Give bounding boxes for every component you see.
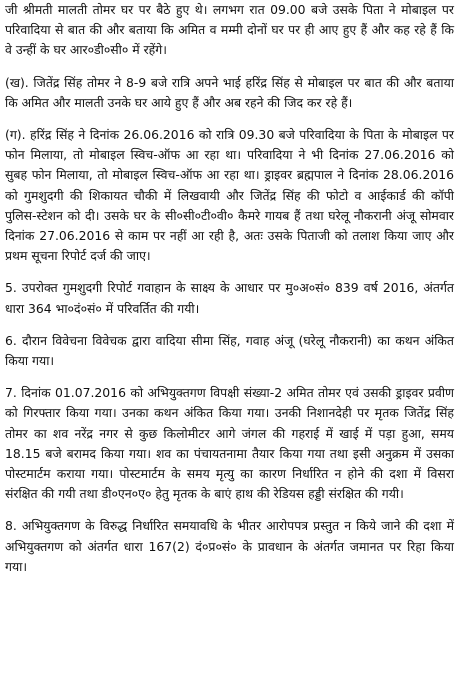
paragraph-7 <box>5 383 454 504</box>
paragraph-kha <box>5 73 454 113</box>
paragraph-text: जी श्रीमती मालती तोमर घर पर बैठे हुए थे। लगभग रात 09.00 बजे उसके पिता ने मोबाइल पर परिवादिया से बात की और बताया कि अमित व मम्मी दोनों घर पर ही आए हुए हैं और कह रहे हैं कि वे उन्हीं के घर आर०डी०सी० में रहेंगे। <box>5 2 454 58</box>
paragraph-text: 8. अभियुक्तगण के विरुद्ध निर्धारित समयावधि के भीतर आरोपपत्र प्रस्तुत न किये जाने की दशा में अभियुक्तगण को अंतर्गत धारा 167(2) दं०प्र०सं० के प्रावधान के अंतर्गत जमानत पर रिहा किया गया। <box>5 518 454 574</box>
paragraph-gap <box>5 113 454 125</box>
paragraph-gap <box>5 504 454 516</box>
paragraph-5 <box>5 278 454 318</box>
paragraph-continuation <box>5 0 454 61</box>
paragraph-text: (ख). जितेंद्र सिंह तोमर ने 8-9 बजे रात्रि अपने भाई हरिंद्र सिंह से मोबाइल पर बात की और बताया कि अमित और मालती उनके घर आये हुए हैं और अब रहने की जिद कर रहे हैं। <box>5 74 454 110</box>
paragraph-gap <box>5 61 454 73</box>
paragraph-text: 7. दिनांक 01.07.2016 को अभियुक्तगण विपक्षी संख्या-2 अमित तोमर एवं उसकी ड्राइवर प्रवीण को गिरफ्तार किया गया। उनका कथन अंकित किया गया। उनकी निशानदेही पर मृतक जितेंद्र सिंह तोमर का शव नरेंद्र नगर से कुछ किलोमीटर आगे जंगल की गहराई में खाई में पड़ा हुआ, समय 18.15 बजे बरामद किया गया। शव का पंचायतनामा तैयार किया गया तथा इसी अनुक्रम में उसका पोस्टमार्टम कराया गया। पोस्टमार्टम के समय मृत्यु का कारण निर्धारित न होने की दशा में विसरा संरक्षित की गयी तथा डी०एन०ए० हेतु मृतक के बाएं हाथ की रेडियस हड्डी संरक्षित की गयी। <box>5 385 454 502</box>
paragraph-gap <box>5 266 454 278</box>
paragraph-text: 5. उपरोक्त गुमशुदगी रिपोर्ट गवाहान के साक्ष्य के आधार पर मु०अ०सं० 839 वर्ष 2016, अंतर्गत धारा 364 भा०दं०सं० में परिवर्तित की गयी। <box>5 280 454 316</box>
paragraph-ga <box>5 125 454 266</box>
paragraph-text: 6. दौरान विवेचना विवेचक द्वारा वादिया सीमा सिंह, गवाह अंजू (घरेलू नौकरानी) का कथन अंकित किया गया। <box>5 332 454 369</box>
paragraph-text: (ग). हरिंद्र सिंह ने दिनांक 26.06.2016 को रात्रि 09.30 बजे परिवादिया के पिता के मोबाइल पर फोन मिलाया, तो मोबाइल स्विच-ऑफ आ रहा था। परिवादिया ने भी दिनांक 27.06.2016 को सुबह फोन मिलाया, तो मोबाइल स्विच-ऑफ आ रहा था। ड्राइवर ब्रह्मपाल ने दिनांक 28.06.2016 को गुमशुदगी की शिकायत चौकी में लिखवायी और जितेंद्र सिंह की फोटो व आईकार्ड की कॉपी पुलिस-स्टेशन को दी। उसके घर के सी०सी०टी०वी० कैमरे गायब हैं तथा घरेलू नौकरानी अंजू सोमवार दिनांक 27.06.2016 से काम पर नहीं आ रही है, अतः उसके पिताजी को तलाश किया जाए और प्रथम सूचना रिपोर्ट दर्ज की जाए। <box>5 127 454 264</box>
paragraph-6 <box>5 331 454 371</box>
paragraph-gap <box>5 371 454 383</box>
paragraph-gap <box>5 319 454 331</box>
paragraph-8 <box>5 516 454 577</box>
